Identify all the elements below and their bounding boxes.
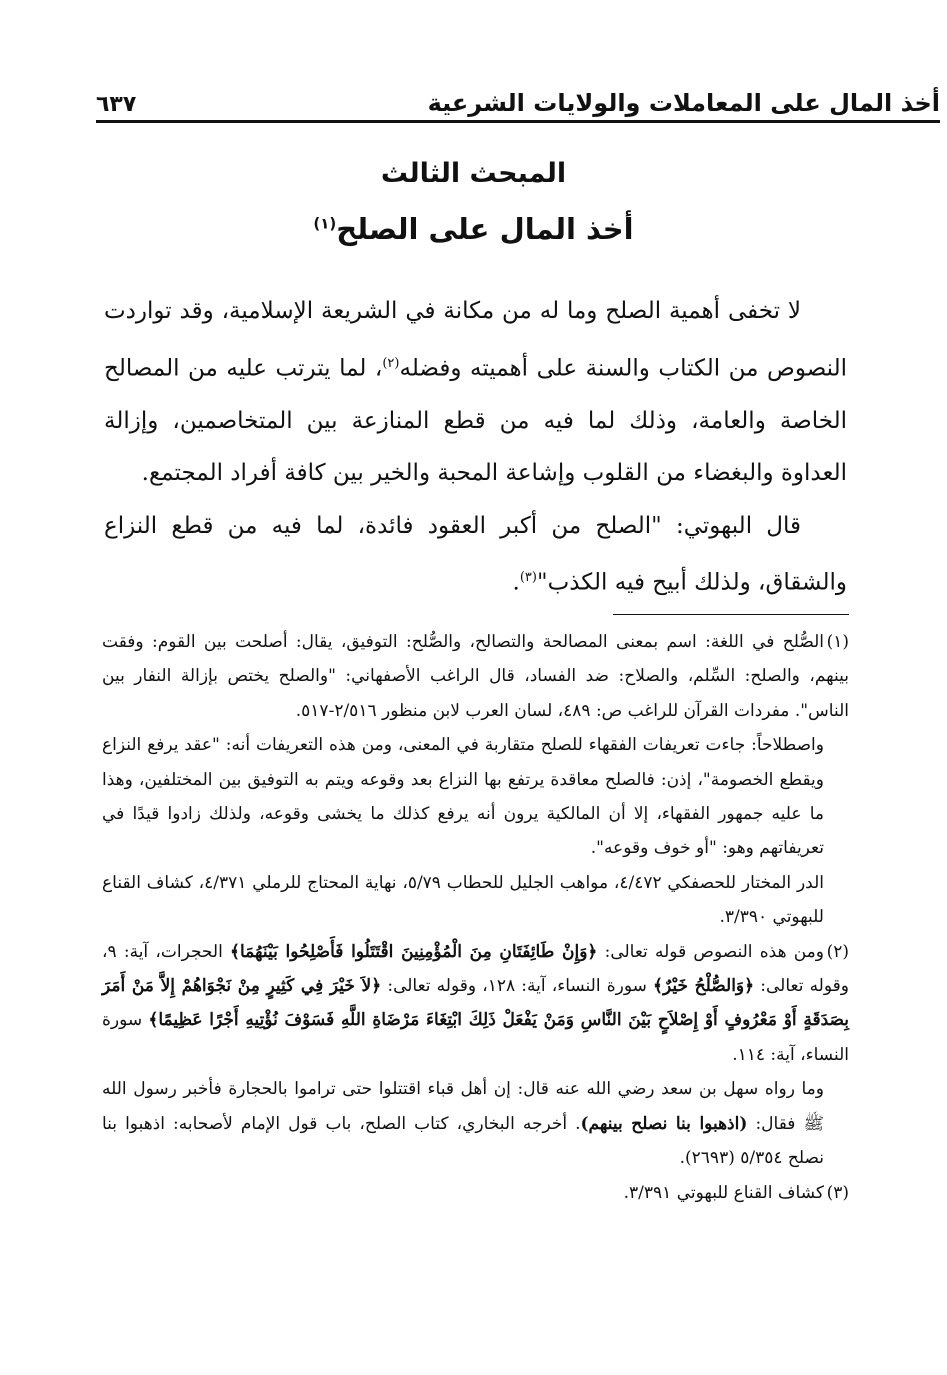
hadith-quote: (اذهبوا بنا نصلح بينهم) [580, 1113, 748, 1134]
paragraph-1-part-a: لا تخفى أهمية الصلح وما له من مكانة في الشريعة الإسلامية، وقد تواردت النصوص من الكتاب والسنة على أهميته وفضله [104, 298, 847, 382]
footnote-2-hadith [102, 1072, 849, 1175]
footnote-2-text-a: ومن هذه النصوص قوله تعالى: [597, 941, 824, 962]
hadith-text-a: وما رواه سهل بن سعد رضي الله عنه قال: إن أهل قباء اقتتلوا حتى تراموا بالحجارة فأخبر رسول الله ﷺ فقال: [102, 1079, 824, 1134]
quran-verse-1: ﴿وَإِنْ طَائِفَتَانِ مِنَ الْمُؤْمِنِينَ اقْتَتَلُوا فَأَصْلِحُوا بَيْنَهُمَا﴾ [230, 941, 598, 962]
quran-verse-2: ﴿وَالصُّلْحُ خَيْرٌ﴾ [653, 976, 755, 997]
footnote-2-text-b: الحجرات، آية: ٩، وقوله تعالى: [102, 941, 849, 997]
footnote-3-number: (٣) [826, 1182, 849, 1203]
subheading-text: أخذ المال على الصلح [336, 212, 634, 246]
paragraph-2-part-b: . [512, 569, 520, 596]
hadith-text-b: . أخرجه البخاري، كتاب الصلح، باب قول الإمام لأصحابه: اذهبوا بنا نصلح ٥/٣٥٤ (٢٦٩٣). [102, 1113, 824, 1169]
footnote-1-definition: واصطلاحاً: جاءت تعريفات الفقهاء للصلح متقاربة في المعنى، ومن هذه التعريفات أنه: "عقد يرفع النزاع ويقطع الخصومة"، إذن: فالصلح معاقدة يرتفع بها النزاع بعد وقوعه ويتم به التوفيق بين المختلفين، وهذا ما عليه جمهور الفقهاء، إلا أن المالكية يرون أنه يرفع كذلك ما يخشى وقوعه، ولذلك زادوا قيدًا في تعريفاتهم وهو: "أو خوف وقوعه". [102, 735, 824, 859]
footnote-2 [102, 935, 849, 1073]
page-number: ٦٣٧ [96, 92, 137, 117]
footnote-3 [102, 1176, 849, 1210]
footnote-1-sources: الدر المختار للحصفكي ٤/٤٧٢، مواهب الجليل للحطاب ٥/٧٩، نهاية المحتاج للرملي ٤/٣٧١، كشاف القناع للبهوتي ٣/٣٩٠. [102, 872, 824, 928]
running-header-title: أخذ المال على المعاملات والولايات الشرعية [427, 89, 940, 117]
footnote-3-text: كشاف القناع للبهوتي ٣/٣٩١. [623, 1182, 824, 1203]
footnote-1-number: (١) [826, 632, 849, 652]
footnotes [102, 625, 849, 1210]
section-subheading [0, 212, 947, 246]
main-text [104, 285, 847, 609]
subheading-footnote-ref: (١) [313, 214, 337, 233]
section-heading: المبحث الثالث [380, 158, 567, 189]
footnote-2-text-d: سورة النساء، آية: ١١٤. [102, 1010, 849, 1065]
footnote-2-text-c: سورة النساء، آية: ١٢٨، وقوله تعالى: [381, 976, 654, 997]
footnote-2-number: (٢) [826, 941, 849, 962]
paragraph-2-part-a: قال البهوتي: "الصلح من أكبر العقود فائدة، لما فيه من قطع النزاع والشقاق، ولذلك أبيح فيه الكذب" [104, 512, 847, 596]
footnote-1-text: الصُّلح في اللغة: اسم بمعنى المصالحة والتصالح، والصُّلح: التوفيق، يقال: أصلحت بين القوم: وفقت بينهم، والصلح: السِّلم، والصلاح: ضد الفساد، قال الراغب الأصفهاني: "والصلح يختص بإزالة النفار بين الناس". مفردات القرآن للراغب ص: ٤٨٩، لسان العرب لابن منظور ٢/٥١٦-٥١٧. [102, 632, 849, 721]
footnote-ref-3: (٣) [519, 570, 537, 586]
quran-verse-3: ﴿لاَ خَيْرَ فِي كَثِيرٍ مِنْ نَجْوَاهُمْ إِلاَّ مَنْ أَمَرَ بِصَدَقَةٍ أَوْ مَعْرُوفٍ أَوْ إِصْلاَحٍ بَيْنَ النَّاسِ وَمَنْ يَفْعَلْ ذَلِكَ ابْتِغَاءَ مَرْضَاةِ اللَّهِ فَسَوْفَ نُؤْتِيهِ أَجْرًا عَظِيمًا﴾ [102, 976, 850, 1031]
footnote-ref-2: (٢) [382, 355, 400, 371]
paragraph-2 [104, 500, 847, 610]
footnote-1 [102, 625, 849, 728]
paragraph-1-part-b: ، لما يترتب عليه من المصالح الخاصة والعامة، وذلك لما فيه من قطع المنازعة بين المتخاصمين، وإزالة العداوة والبغضاء من القلوب وإشاعة المحبة والخير بين كافة أفراد المجتمع. [104, 355, 847, 487]
footnote-separator [613, 614, 849, 615]
running-header [96, 86, 940, 123]
paragraph-1 [104, 285, 847, 500]
